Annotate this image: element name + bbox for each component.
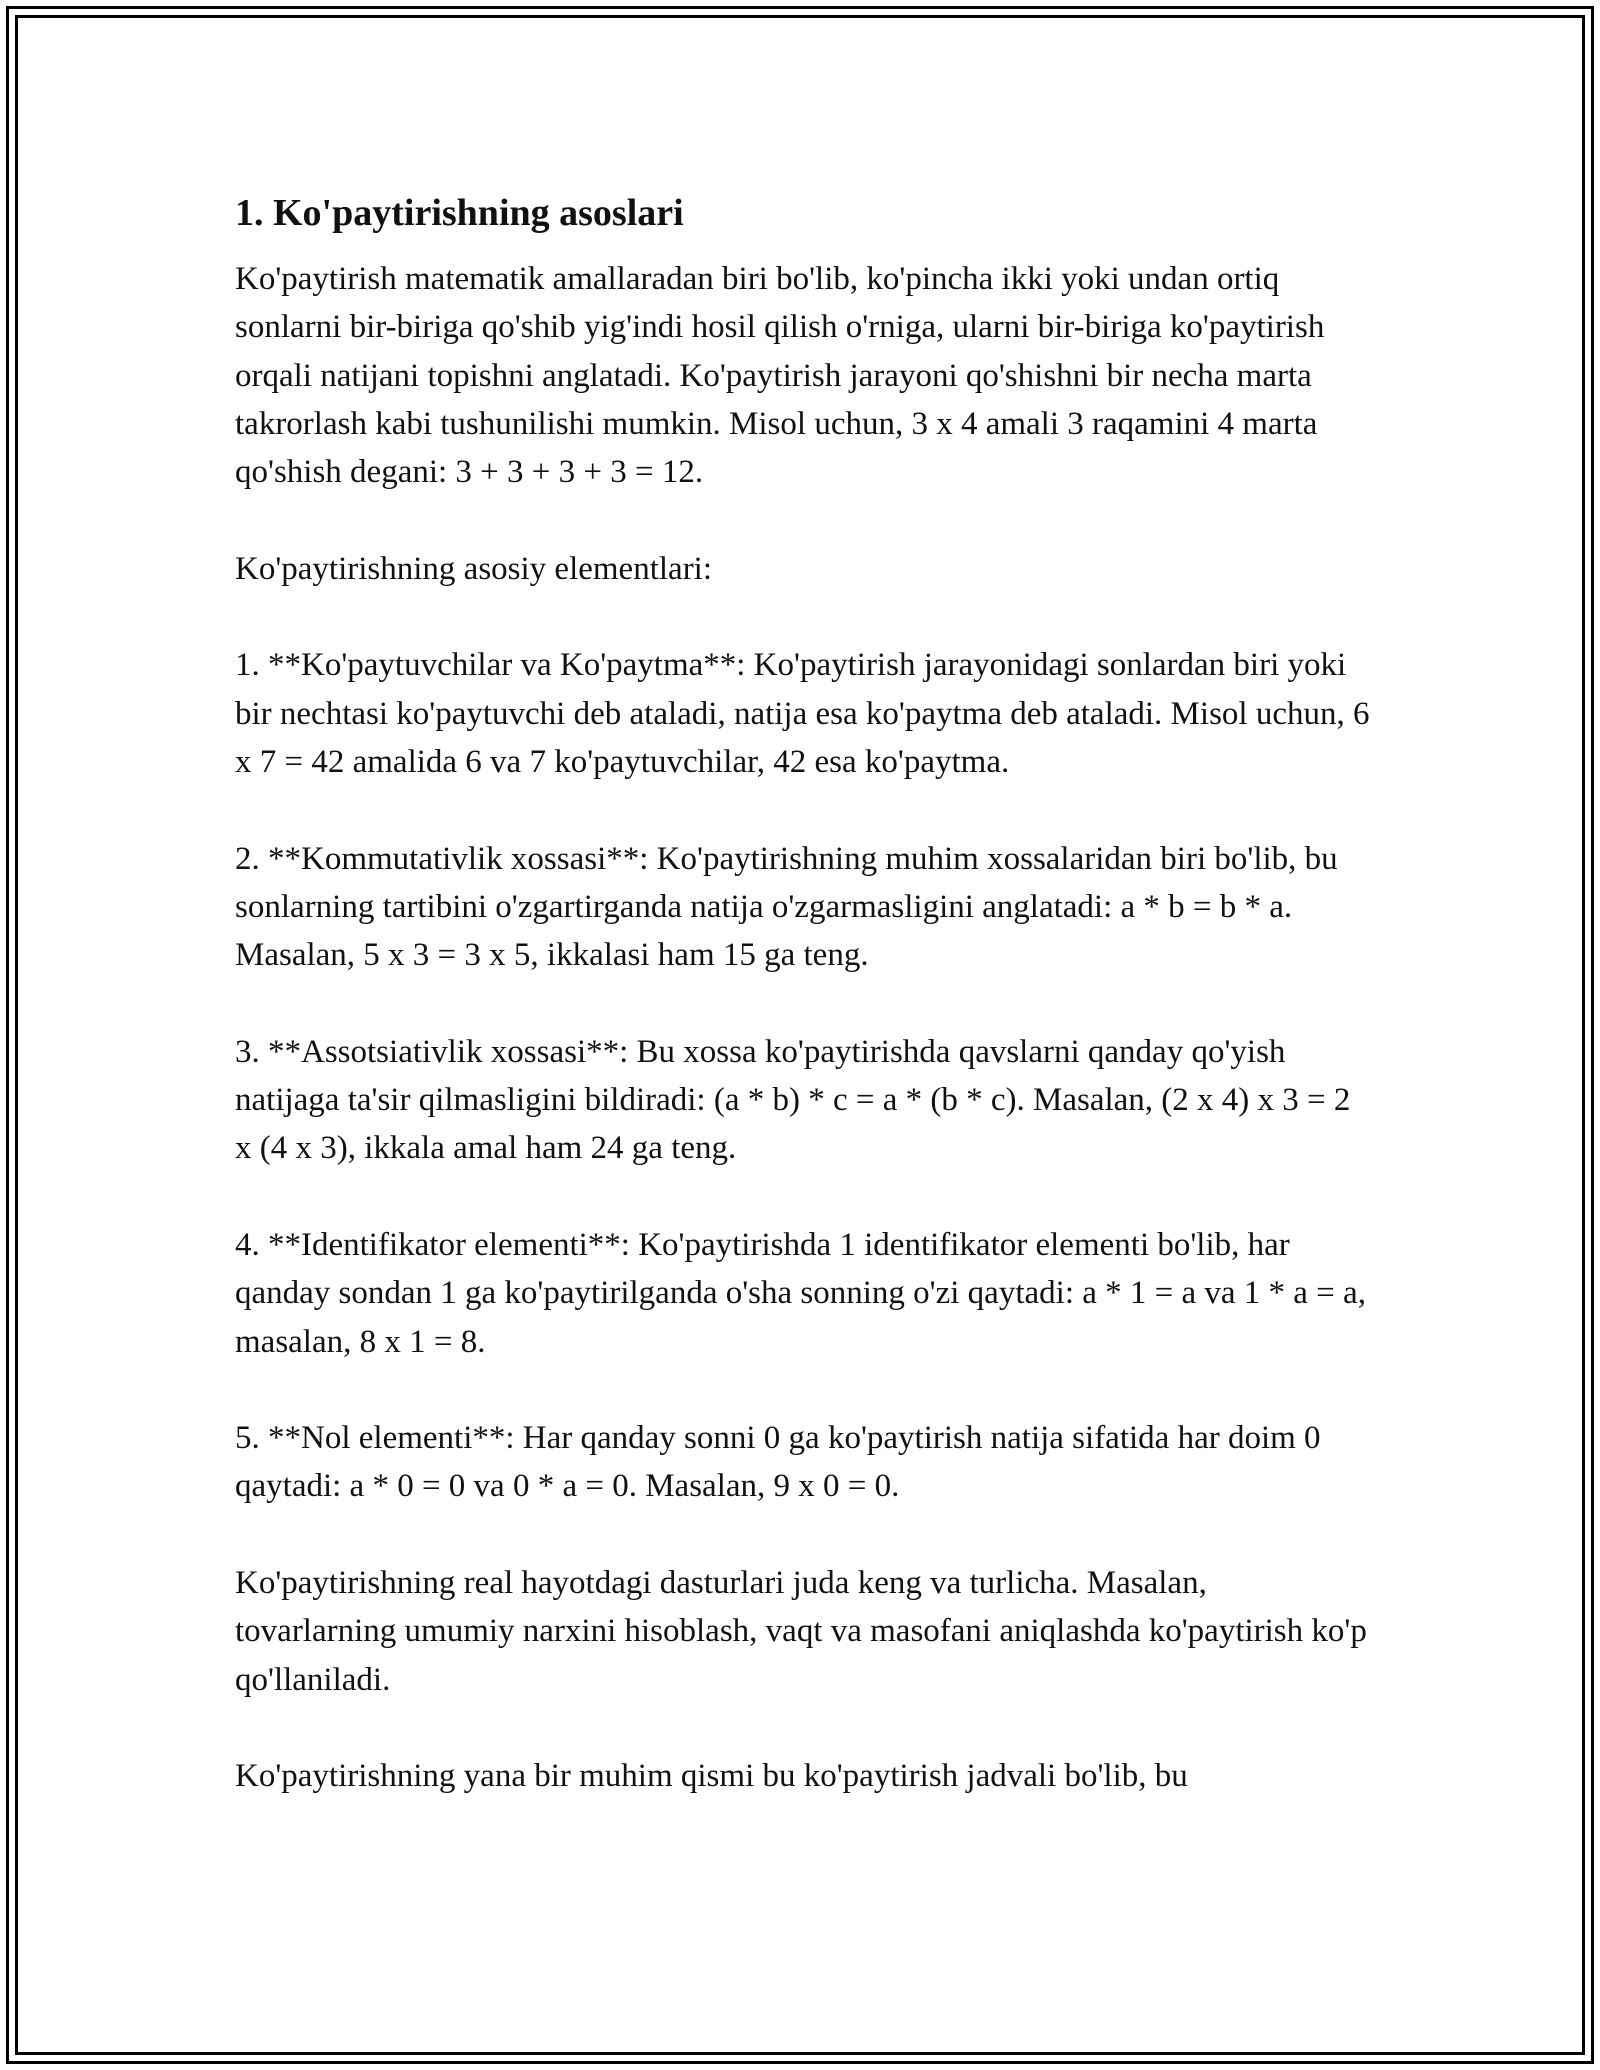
document-body	[235, 185, 1370, 1849]
list-item-commutativity: 2. **Kommutativlik xossasi**: Ko'paytirishning muhim xossalaridan biri bo'lib, bu sonlarning tartibini o'zgartirganda natija o'zgarmasligini anglatadi: a * b = b * a. Masalan, 5 x 3 = 3 x 5, ikkalasi ham 15 ga teng.	[235, 840, 1338, 974]
intro-paragraph: Ko'paytirish matematik amallaradan biri bo'lib, ko'pincha ikki yoki undan ortiq sonlarni bir-biriga qo'shib yig'indi hosil qilish o'rniga, ularni bir-biriga ko'paytirish orqali natijani topishni anglatadi. Ko'paytirish jarayoni qo'shishni bir necha marta takrorlash kabi tushunilishi mumkin. Misol uchun, 3 x 4 amali 3 raqamini 4 marta qo'shish degani: 3 + 3 + 3 + 3 = 12.	[235, 261, 1325, 491]
list-item-identity: 4. **Identifikator elementi**: Ko'paytirishda 1 identifikator elementi bo'lib, har qanday sondan 1 ga ko'paytirilganda o'sha sonning o'zi qaytadi: a * 1 = a va 1 * a = a, masalan, 8 x 1 = 8.	[235, 1226, 1366, 1360]
list-item-factors: 1. **Ko'paytuvchilar va Ko'paytma**: Ko'paytirish jarayonidagi sonlardan biri yoki bir nechtasi ko'paytuvchi deb ataladi, natija esa ko'paytma deb ataladi. Misol uchun, 6 x 7 = 42 amalida 6 va 7 ko'paytuvchilar, 42 esa ko'paytma.	[235, 647, 1370, 780]
list-item-associativity: 3. **Assotsiativlik xossasi**: Bu xossa ko'paytirishda qavslarni qanday qo'yish natijaga ta'sir qilmasligini bildiradi: (a * b) * c = a * (b * c). Masalan, (2 x 4) x 3 = 2 x (4 x 3), ikkala amal ham 24 ga teng.	[235, 1033, 1351, 1167]
section-title: 1. Ko'paytirishning asoslari	[235, 192, 684, 234]
applications-paragraph: Ko'paytirishning real hayotdagi dasturlari juda keng va turlicha. Masalan, tovarlarning umumiy narxini hisoblash, vaqt va masofani aniqlashda ko'paytirish ko'p qo'llaniladi.	[235, 1565, 1367, 1698]
table-paragraph: Ko'paytirishning yana bir muhim qismi bu ko'paytirish jadvali bo'lib, bu	[235, 1758, 1188, 1795]
elements-heading-paragraph: Ko'paytirishning asosiy elementlari:	[235, 550, 713, 587]
list-item-zero: 5. **Nol elementi**: Har qanday sonni 0 ga ko'paytirish natija sifatida har doim 0 qaytadi: a * 0 = 0 va 0 * a = 0. Masalan, 9 x 0 = 0.	[235, 1420, 1321, 1505]
